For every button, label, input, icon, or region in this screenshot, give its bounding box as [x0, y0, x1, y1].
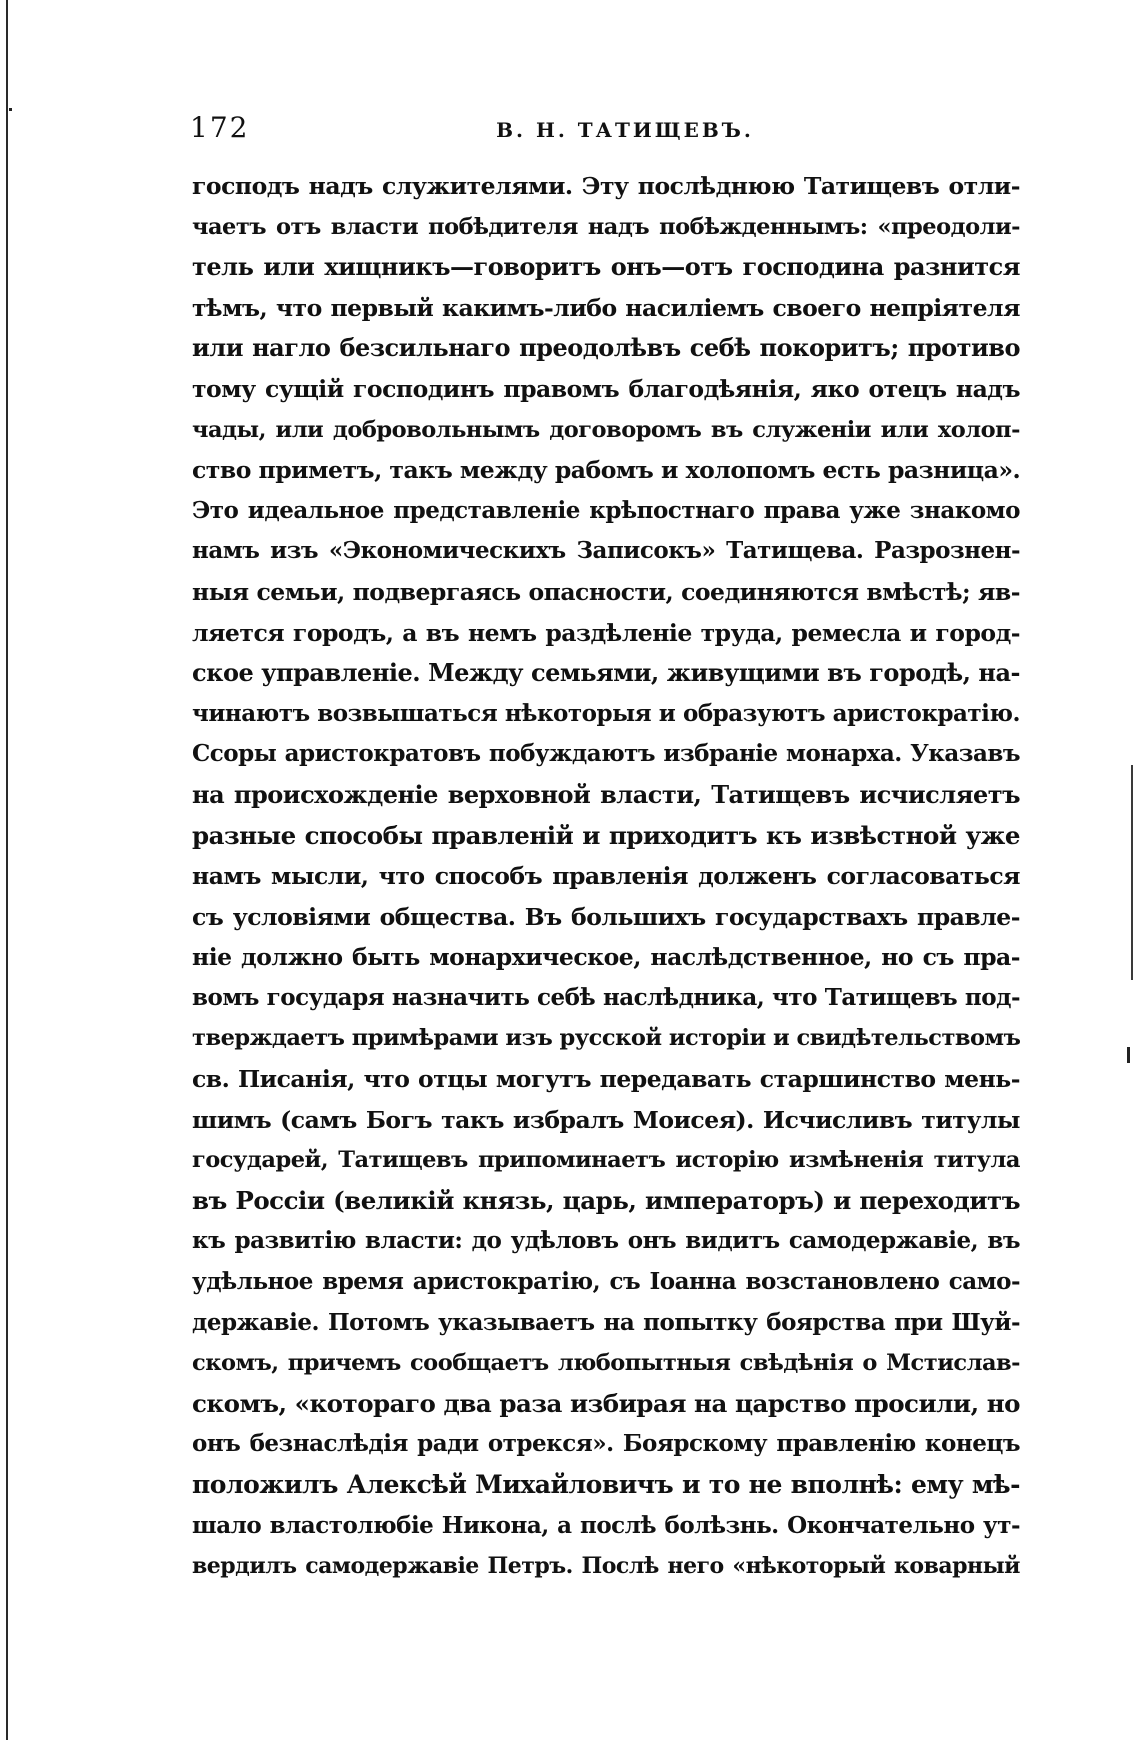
text-line: ство приметъ, такъ между рабомъ и холопомъ есть разница». [192, 456, 1021, 485]
running-title: В. Н. ТАТИЩЕВЪ. [496, 118, 754, 142]
text-line: вердилъ самодержавіе Петръ. Послѣ него «нѣкоторый коварный [192, 1553, 1020, 1580]
text-line: ніе должно быть монархическое, наслѣдственное, но съ пра- [192, 943, 1020, 972]
scan-edge-mark [9, 108, 12, 111]
text-line: господъ надъ служителями. Эту послѣднюю Татищевъ отли- [192, 172, 1020, 200]
body-text [192, 166, 1020, 1587]
text-line: чаетъ отъ власти побѣдителя надъ побѣжденнымъ: «преодоли- [192, 213, 1020, 240]
page-number: 172 [190, 111, 250, 144]
text-line: положилъ Алексѣй Михайловичъ и то не вполнѣ: ему мѣ- [192, 1470, 1020, 1499]
text-line: ныя семьи, подвергаясь опасности, соединяются вмѣстѣ; яв- [192, 577, 1020, 606]
text-line: Это идеальное представленіе крѣпостнаго права уже знакомо [192, 496, 1020, 524]
text-line: въ Россіи (великій князь, царь, императоръ) и переходитъ [192, 1185, 1020, 1215]
text-line: съ условіями общества. Въ большихъ государствахъ правле- [192, 902, 1020, 931]
text-line: тому сущій господинъ правомъ благодѣянія, яко отецъ надъ [192, 374, 1020, 403]
text-line: шало властолюбіе Никона, а послѣ болѣзнь. Окончательно ут- [192, 1511, 1020, 1539]
scan-right-tick [1127, 1047, 1130, 1063]
text-line: намъ изъ «Экономическихъ Записокъ» Татищева. Разрознен- [192, 537, 1020, 565]
text-line: удѣльное время аристократію, съ Іоанна возстановлено само- [192, 1268, 1020, 1296]
text-line: ское управленіе. Между семьями, живущими въ городѣ, на- [192, 658, 1020, 688]
text-line: чады, или добровольнымъ договоромъ въ служеніи или холоп- [192, 416, 1020, 443]
text-line: разные способы правленій и приходитъ къ извѣстной уже [192, 820, 1020, 850]
page-header [190, 108, 1020, 158]
text-line: вомъ государя назначить себѣ наслѣдника, что Татищевъ под- [192, 983, 1020, 1011]
text-line: государей, Татищевъ припоминаетъ исторію измѣненія титула [192, 1147, 1020, 1174]
text-line: державіе. Потомъ указываетъ на попытку боярства при Шуй- [192, 1308, 1020, 1336]
scan-right-edge [1131, 765, 1133, 980]
text-line: къ развитію власти: до удѣловъ онъ видитъ самодержавіе, въ [192, 1227, 1020, 1255]
text-line: шимъ (самъ Богъ такъ избралъ Моисея). Исчисливъ титулы [192, 1105, 1020, 1134]
text-line: или нагло безсильнаго преодолѣвъ себѣ покоритъ; противо [192, 333, 1020, 363]
text-line: намъ мысли, что способъ правленія долженъ согласоваться [192, 862, 1020, 891]
text-line: скомъ, причемъ сообщаетъ любопытныя свѣдѣнія о Мстислав- [192, 1350, 1020, 1377]
text-line: тѣмъ, что первый какимъ-либо насиліемъ своего непріятеля [192, 293, 1020, 322]
text-line: чинаютъ возвышаться нѣкоторыя и образуютъ аристократію. [192, 699, 1020, 727]
text-line: Ссоры аристократовъ побуждаютъ избраніе монарха. Указавъ [192, 740, 1020, 768]
text-line: тель или хищникъ—говоритъ онъ—отъ господина разнится [192, 252, 1020, 282]
text-line: на происхожденіе верховной власти, Татищевъ исчисляетъ [192, 779, 1020, 809]
text-line: тверждаетъ примѣрами изъ русской исторіи и свидѣтельствомъ [192, 1025, 1021, 1052]
scan-left-edge [6, 0, 8, 1740]
text-line: ляется городъ, а въ немъ раздѣленіе труда, ремесла и город- [192, 618, 1020, 647]
text-line: св. Писанія, что отцы могутъ передавать старшинство мень- [192, 1065, 1020, 1094]
text-line: онъ безнаслѣдія ради отрекся». Боярскому правленію конецъ [192, 1430, 1020, 1458]
text-line: скомъ, «котораго два раза избирая на царство просили, но [192, 1388, 1020, 1418]
